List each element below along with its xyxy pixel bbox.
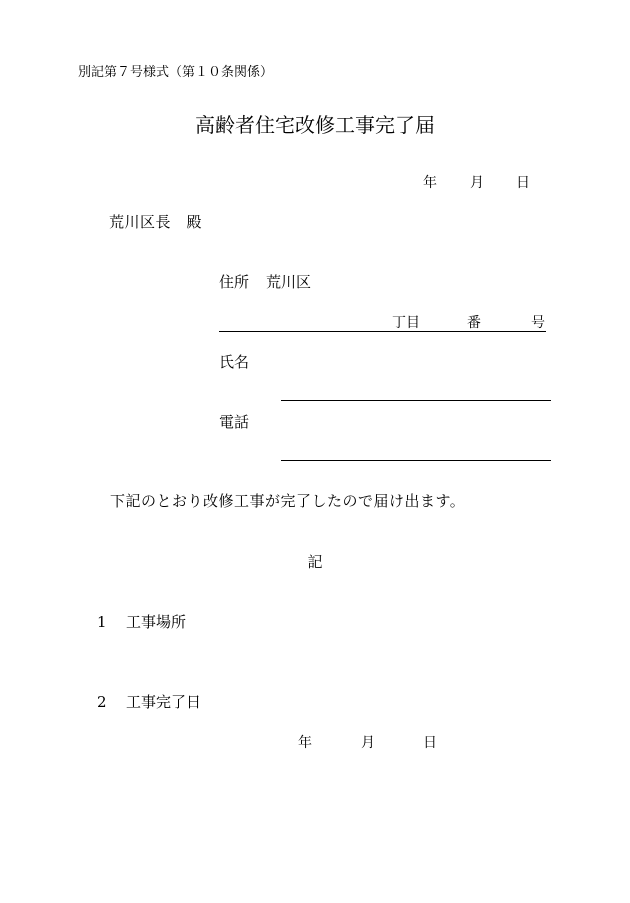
address-underline (219, 331, 546, 332)
submission-year-label: 年 (423, 175, 437, 191)
item-number: 1 (97, 613, 107, 631)
name-underline (281, 400, 551, 401)
completion-day-label: 日 (423, 735, 437, 751)
chome-label: 丁目 (392, 315, 420, 331)
form-id-label: 別記第７号様式（第１０条関係） (78, 65, 274, 80)
addressee: 荒川区長 殿 (109, 213, 203, 231)
submission-day-label: 日 (516, 175, 530, 191)
statement-text: 下記のとおり改修工事が完了したので届け出ます。 (110, 492, 466, 510)
completion-year-label: 年 (298, 735, 312, 751)
ban-label: 番 (467, 315, 481, 331)
address-label: 住所 (219, 273, 250, 291)
name-label: 氏名 (219, 353, 250, 371)
ki-heading: 記 (307, 553, 323, 571)
go-label: 号 (531, 315, 545, 331)
phone-label: 電話 (219, 413, 250, 431)
item-number: 2 (97, 693, 107, 711)
submission-month-label: 月 (470, 175, 484, 191)
address-ward: 荒川区 (266, 273, 312, 291)
item-label: 工事場所 (126, 613, 187, 631)
phone-underline (281, 460, 551, 461)
item-label: 工事完了日 (126, 693, 202, 711)
document-title: 高齢者住宅改修工事完了届 (195, 113, 435, 137)
completion-month-label: 月 (361, 735, 375, 751)
